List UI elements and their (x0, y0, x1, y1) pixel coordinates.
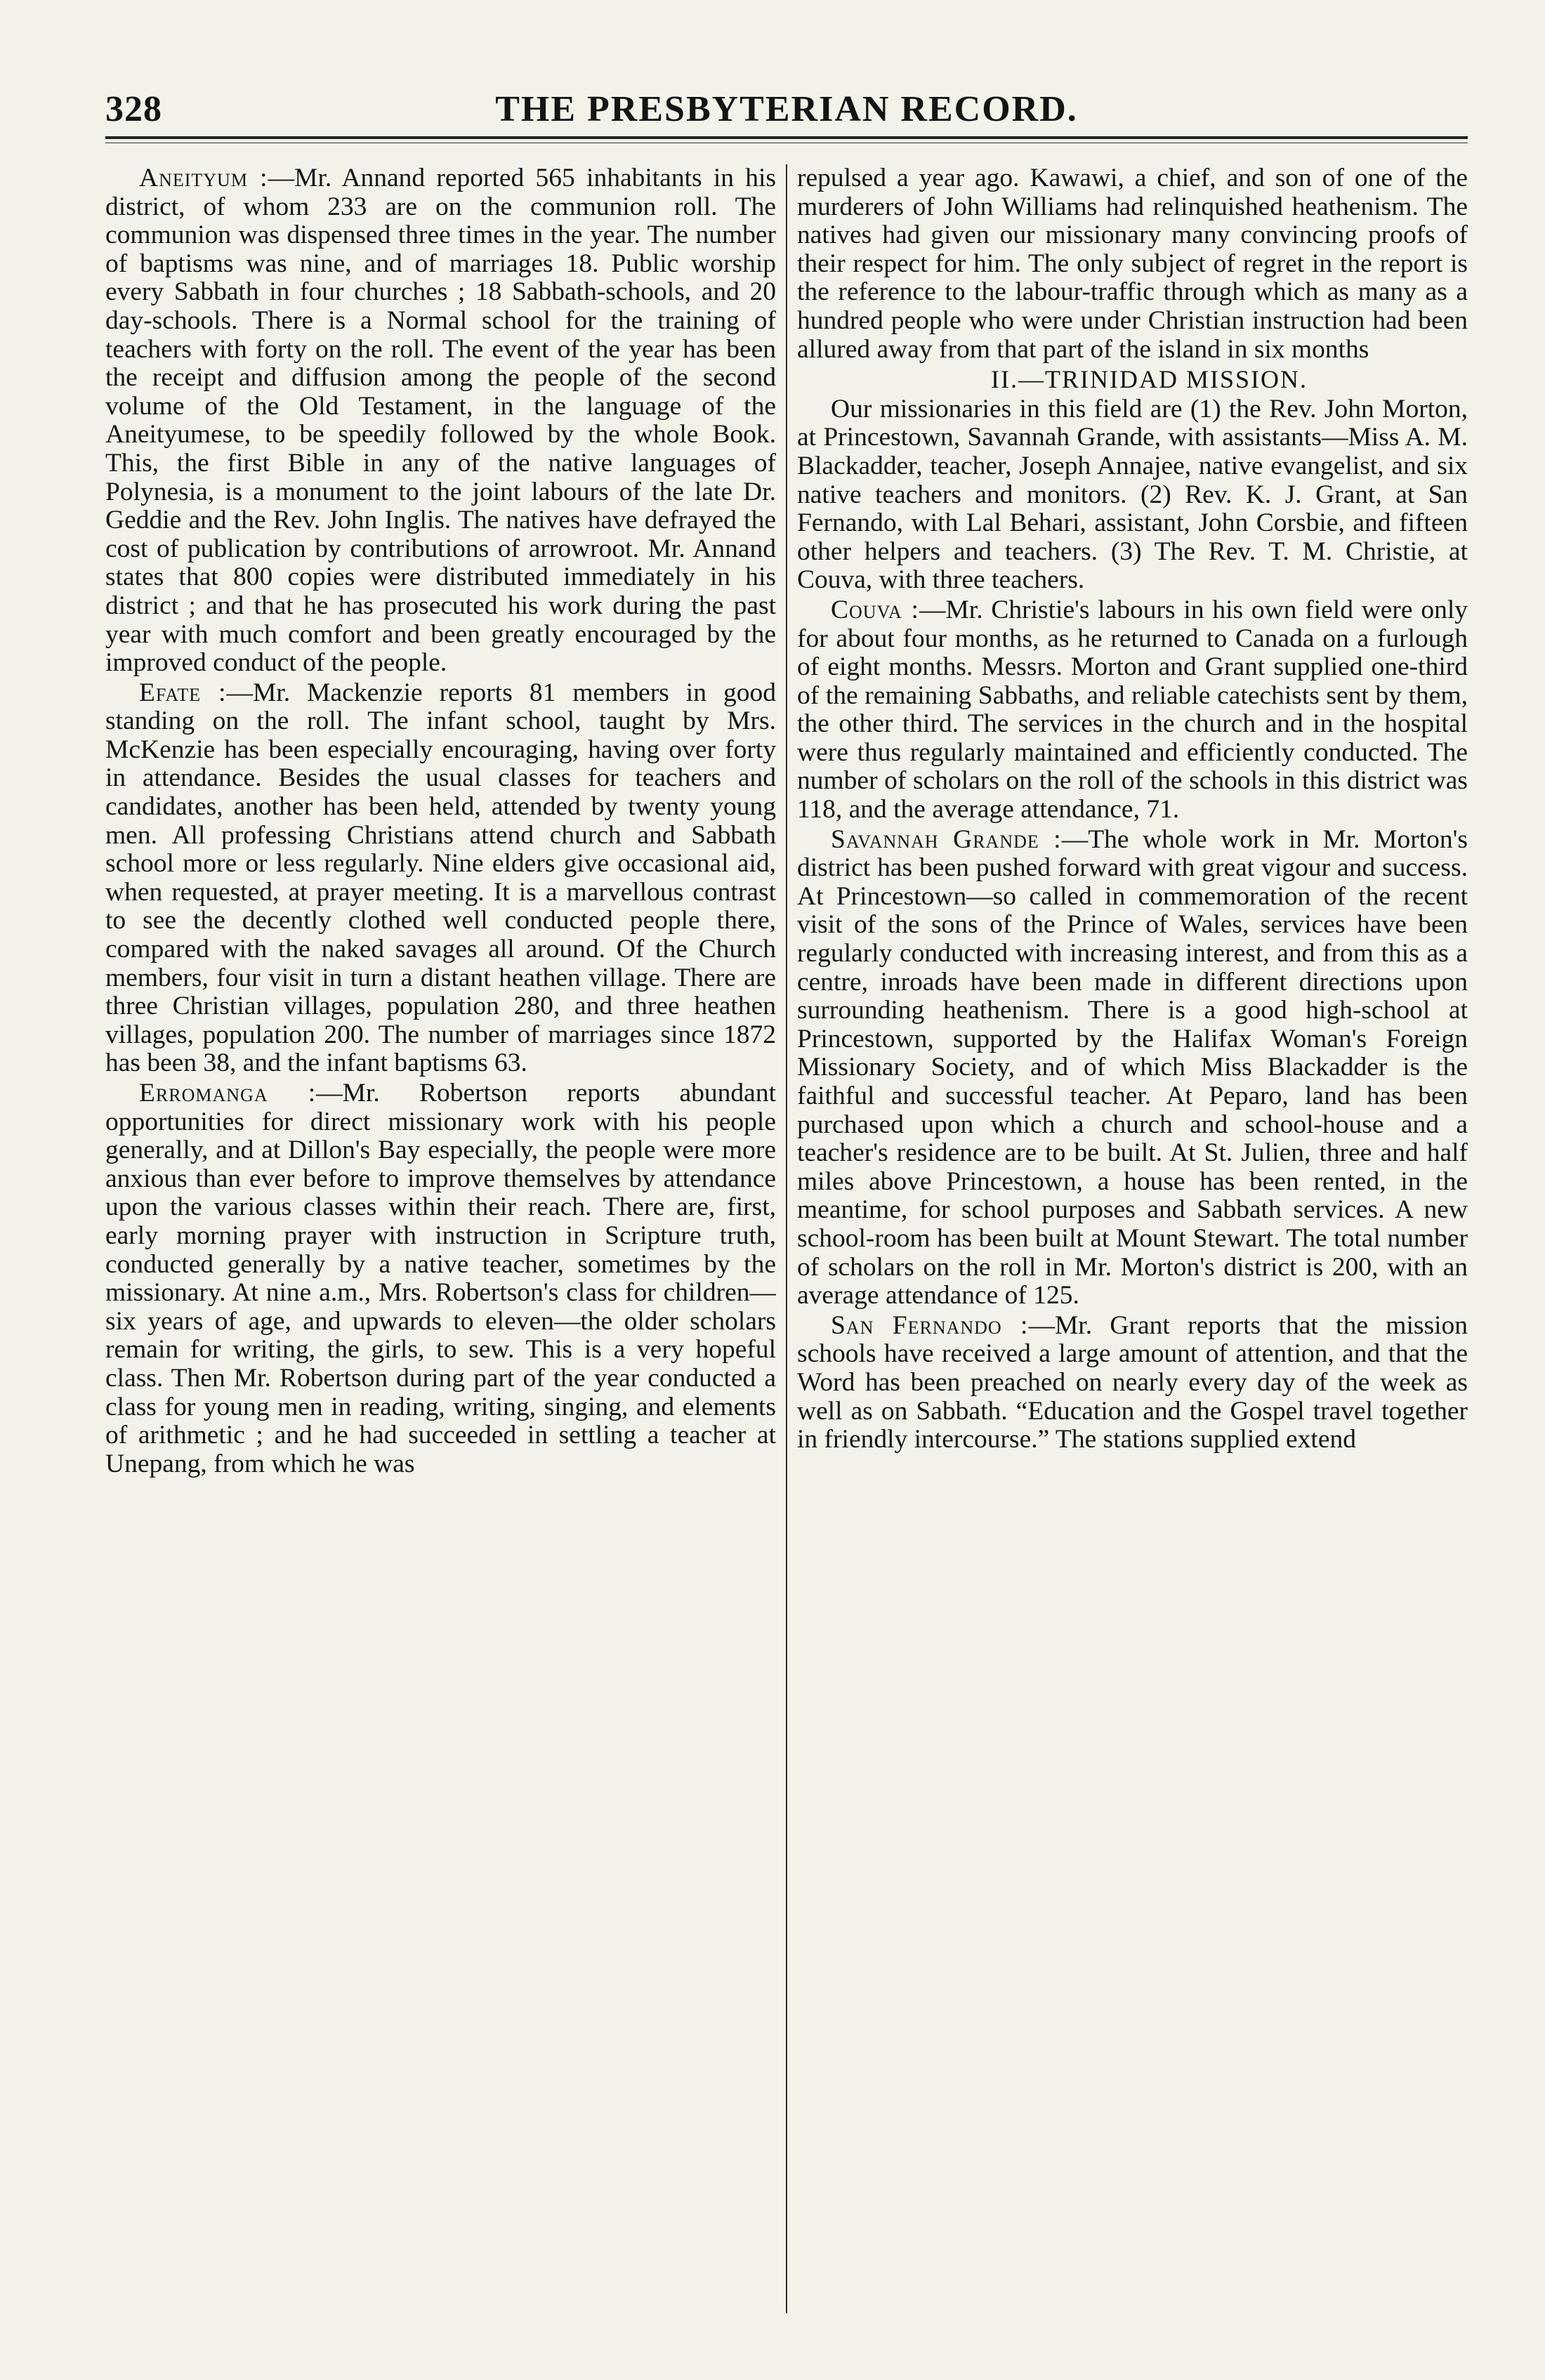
lead-savannah-grande: Savannah Grande : (831, 824, 1062, 854)
section-heading-trinidad: II.—TRINIDAD MISSION. (991, 365, 1308, 394)
paragraph-san-fernando (797, 1312, 1468, 1454)
left-column (105, 164, 776, 2313)
lead-efate: Efate : (139, 678, 227, 707)
paragraph-savannah-grande (797, 826, 1468, 1310)
page-number: 328 (105, 89, 162, 129)
text-savannah-grande: —The whole work in Mr. Morton's district has been pushed forward with great vigour and success. At Princestown—so called in commemoration of the recent visit of the sons of the Prince of Wales, services have been regularly conducted with increasing interest, and from this as a centre, inroads have been made in different directions upon surrounding heathenism. There is a good high-school at Princestown, supported by the Halifax Woman's Foreign Missionary Society, and of which Miss Blackadder is the faithful and successful teacher. At Peparo, land has been purchased upon which a church and school-house and a teacher's residence are to be built. At St. Julien, three and half miles above Princestown, a house has been rented, in the meantime, for school purposes and Sabbath services. A new school-room has been built at Mount Stewart. The total number of scholars on the roll in Mr. Morton's district is 200, with an average attendance of 125. (797, 824, 1468, 1310)
lead-erromanga: Erromanga : (139, 1079, 317, 1107)
text-efate: —Mr. Mackenzie reports 81 members in good standing on the roll. The infant school, taught by Mrs. McKenzie has been especially encouraging, having over forty in attendance. Besides the usual classes for teachers and candidates, another has been held, attended by twenty young men. All professing Christians attend church and Sabbath school more or less regularly. Nine elders give occasional aid, when requested, at prayer meeting. It is a marvellous contrast to see the decently clothed well conducted people there, compared with the naked savages all around. Of the Church members, four visit in turn a distant heathen village. There are three Christian villages, population 280, and three heathen villages, population 200. The number of marriages since 1872 has been 38, and the infant baptisms 63. (105, 678, 776, 1078)
journal-title: THE PRESBYTERIAN RECORD. (495, 89, 1078, 129)
text-erromanga: —Mr. Robertson reports abundant opportunities for direct missionary work with his people generally, and at Dillon's Bay especially, the people were more anxious than ever before to improve themselves by attendance upon the various classes within their reach. There are, first, early morning prayer with instruction in Scripture truth, conducted generally by a native teacher, sometimes by the missionary. At nine a.m., Mrs. Robertson's class for children—six years of age, and upwards to eleven—the older scholars remain for writing, the girls, to sew. This is a very hopeful class. Then Mr. Robertson during part of the year conducted a class for young men in reading, writing, singing, and elements of arithmetic ; and he had succeeded in settling a teacher at Unepang, from which he was (105, 1079, 776, 1478)
text-couva: —Mr. Christie's labours in his own field were only for about four months, as he returned to Canada on a furlough of eight months. Messrs. Morton and Grant supplied one-third of the remaining Sabbaths, and reliable catechists sent by them, the other third. The services in the church and in the hospital were thus regularly maintained and efficiently conducted. The number of scholars on the roll of the schools in this district was 118, and the average attendance, 71. (797, 595, 1468, 824)
text-aneityum: —Mr. Annand reported 565 inhabitants in his district, of whom 233 are on the communion roll. The communion was dispensed three times in the year. The number of baptisms was nine, and of marriages 18. Public worship every Sabbath in four churches ; 18 Sabbath-schools, and 20 day-schools. There is a Normal school for the training of teachers with forty on the roll. The event of the year has been the receipt and diffusion among the people of the second volume of the Old Testament, in the language of the Aneityumese, to be speedily followed by the whole Book. This, the first Bible in any of the native languages of Polynesia, is a monument to the joint labours of the late Dr. Geddie and the Rev. John Inglis. The natives have defrayed the cost of publication by contributions of arrowroot. Mr. Annand states that 800 copies were distributed immediately in his district ; and that he has prosecuted his work during the past year with much comfort and been greatly encouraged by the improved conduct of the people. (105, 164, 776, 678)
paragraph-continuation: repulsed a year ago. Kawawi, a chief, and son of one of the murderers of John Williams had relinquished heathenism. The natives had given our missionary many convincing proofs of their respect for him. The only subject of regret in the report is the reference to the labour-traffic through which as many as a hundred people who were under Christian instruction had been allured away from that part of the island in six months (797, 164, 1468, 364)
lead-aneityum: Aneityum : (139, 164, 268, 192)
paragraph-trinidad-intro: Our missionaries in this field are (1) the Rev. John Morton, at Princestown, Savannah Grande, with assistants—Miss A. M. Blackadder, teacher, Joseph Annajee, native evangelist, and six native teachers and monitors. (2) Rev. K. J. Grant, at San Fernando, with Lal Behari, assistant, John Corsbie, and fifteen other helpers and teachers. (3) The Rev. T. M. Christie, at Couva, with three teachers. (797, 394, 1468, 595)
paragraph-efate (105, 679, 776, 1078)
lead-san-fernando: San Fernando : (831, 1310, 1029, 1340)
page-header (105, 84, 1468, 139)
paragraph-erromanga (105, 1079, 776, 1478)
text-columns (105, 164, 1468, 2313)
paragraph-aneityum (105, 164, 776, 678)
column-divider (786, 164, 787, 2313)
right-column (797, 164, 1468, 2313)
lead-couva: Couva : (831, 595, 919, 624)
paragraph-couva (797, 596, 1468, 824)
text-san-fernando: —Mr. Grant reports that the mission schools have received a large amount of attention, and that the Word has been preached on nearly every day of the week as well as on Sabbath. “Education and the Gospel travel together in friendly intercourse.” The stations supplied extend (797, 1310, 1468, 1454)
